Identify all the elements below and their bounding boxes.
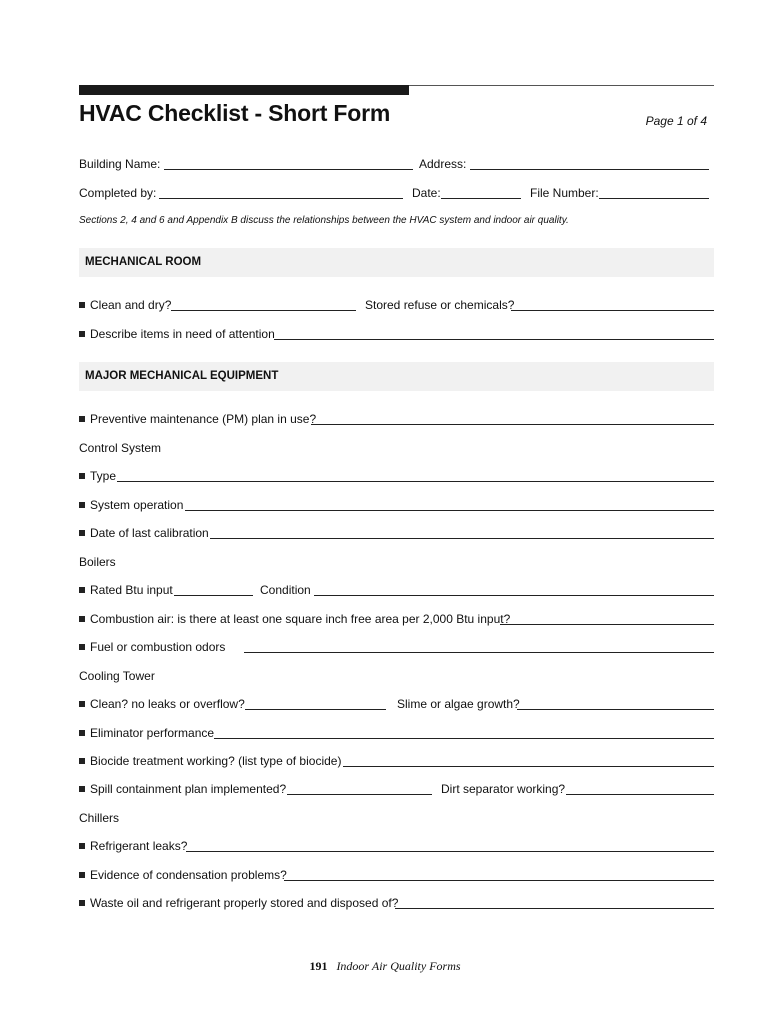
bullet-icon (79, 843, 85, 849)
biocide-field[interactable] (343, 766, 714, 767)
bullet-icon (79, 416, 85, 422)
combustion-air-item (79, 612, 510, 626)
completed-by-label: Completed by: (79, 186, 157, 200)
clean-dry-field[interactable] (171, 310, 356, 311)
file-number-field[interactable] (599, 198, 709, 199)
completed-by-field[interactable] (159, 198, 403, 199)
fuel-odors-field[interactable] (244, 652, 714, 653)
header-rule (409, 85, 714, 86)
waste-oil-label: Waste oil and refrigerant properly stored and disposed of? (90, 896, 399, 910)
clean-dry-item (79, 298, 171, 312)
condensation-field[interactable] (284, 880, 714, 881)
control-type-label: Type (90, 469, 117, 483)
control-system-heading: Control System (79, 441, 162, 455)
waste-oil-field[interactable] (395, 908, 714, 909)
stored-refuse-field[interactable] (511, 310, 714, 311)
waste-oil-item (79, 896, 398, 910)
address-label: Address: (419, 157, 467, 171)
section-header-mechanical-room (79, 248, 714, 277)
bullet-icon (79, 616, 85, 622)
slime-label: Slime or algae growth? (397, 697, 520, 711)
calibration-item (79, 526, 209, 540)
condensation-label: Evidence of condensation problems? (90, 868, 287, 882)
rated-btu-item (79, 583, 173, 597)
chillers-heading: Chillers (79, 811, 120, 825)
date-label: Date: (412, 186, 441, 200)
footer-page-number: 191 (309, 959, 328, 973)
bullet-icon (79, 587, 85, 593)
condition-field[interactable] (314, 595, 714, 596)
section-title: MECHANICAL ROOM (85, 256, 202, 268)
calibration-label: Date of last calibration (90, 526, 209, 540)
system-operation-label: System operation (90, 498, 184, 512)
footer-title: Indoor Air Quality Forms (336, 959, 461, 973)
section-header-major-equipment (79, 362, 714, 391)
bullet-icon (79, 644, 85, 650)
combustion-air-field[interactable] (500, 624, 714, 625)
slime-field[interactable] (517, 709, 714, 710)
section-title: MAJOR MECHANICAL EQUIPMENT (85, 370, 279, 382)
address-field[interactable] (470, 169, 709, 170)
eliminator-item (79, 726, 214, 740)
system-operation-item (79, 498, 183, 512)
page-title: HVAC Checklist - Short Form (79, 100, 391, 126)
bullet-icon (79, 331, 85, 337)
spill-plan-item (79, 782, 286, 796)
refrigerant-leaks-label: Refrigerant leaks? (90, 839, 188, 853)
building-name-label: Building Name: (79, 157, 161, 171)
refrigerant-leaks-item (79, 839, 187, 853)
cooling-tower-heading: Cooling Tower (79, 669, 155, 683)
rated-btu-field[interactable] (174, 595, 253, 596)
building-name-field[interactable] (164, 169, 413, 170)
bullet-icon (79, 302, 85, 308)
stored-refuse-label: Stored refuse or chemicals? (365, 298, 515, 312)
bullet-icon (79, 473, 85, 479)
biocide-item (79, 754, 341, 768)
spill-plan-field[interactable] (287, 794, 432, 795)
fuel-odors-label: Fuel or combustion odors (90, 640, 226, 654)
pm-plan-field[interactable] (311, 424, 714, 425)
page-footer (0, 959, 770, 974)
header-bar (79, 85, 409, 95)
combustion-air-label: Combustion air: is there at least one square inch free area per 2,000 Btu input? (90, 612, 511, 626)
describe-items-label: Describe items in need of attention (90, 327, 275, 341)
control-type-item (79, 469, 116, 483)
biocide-label: Biocide treatment working? (list type of biocide) (90, 754, 342, 768)
pm-plan-label: Preventive maintenance (PM) plan in use? (90, 412, 317, 426)
tower-clean-item (79, 697, 245, 711)
bullet-icon (79, 786, 85, 792)
tower-clean-label: Clean? no leaks or overflow? (90, 697, 245, 711)
bullet-icon (79, 900, 85, 906)
system-operation-field[interactable] (185, 510, 714, 511)
date-field[interactable] (441, 198, 521, 199)
eliminator-field[interactable] (214, 738, 714, 739)
condition-label: Condition (260, 583, 311, 597)
dirt-separator-label: Dirt separator working? (441, 782, 566, 796)
file-number-label: File Number: (530, 186, 599, 200)
clean-dry-label: Clean and dry? (90, 298, 172, 312)
bullet-icon (79, 872, 85, 878)
rated-btu-label: Rated Btu input (90, 583, 173, 597)
control-type-field[interactable] (117, 481, 714, 482)
bullet-icon (79, 701, 85, 707)
refrigerant-leaks-field[interactable] (186, 851, 714, 852)
bullet-icon (79, 530, 85, 536)
fuel-odors-item (79, 640, 225, 654)
bullet-icon (79, 502, 85, 508)
page-indicator: Page 1 of 4 (645, 114, 707, 128)
calibration-field[interactable] (210, 538, 714, 539)
describe-items-field[interactable] (274, 339, 714, 340)
dirt-separator-field[interactable] (566, 794, 714, 795)
condensation-item (79, 868, 287, 882)
eliminator-label: Eliminator performance (90, 726, 215, 740)
sections-note: Sections 2, 4 and 6 and Appendix B discuss the relationships between the HVAC system and indoor air quality. (79, 215, 569, 226)
pm-plan-item (79, 412, 316, 426)
spill-plan-label: Spill containment plan implemented? (90, 782, 287, 796)
tower-clean-field[interactable] (245, 709, 386, 710)
bullet-icon (79, 730, 85, 736)
boilers-heading: Boilers (79, 555, 116, 569)
describe-items-item (79, 327, 275, 341)
bullet-icon (79, 758, 85, 764)
